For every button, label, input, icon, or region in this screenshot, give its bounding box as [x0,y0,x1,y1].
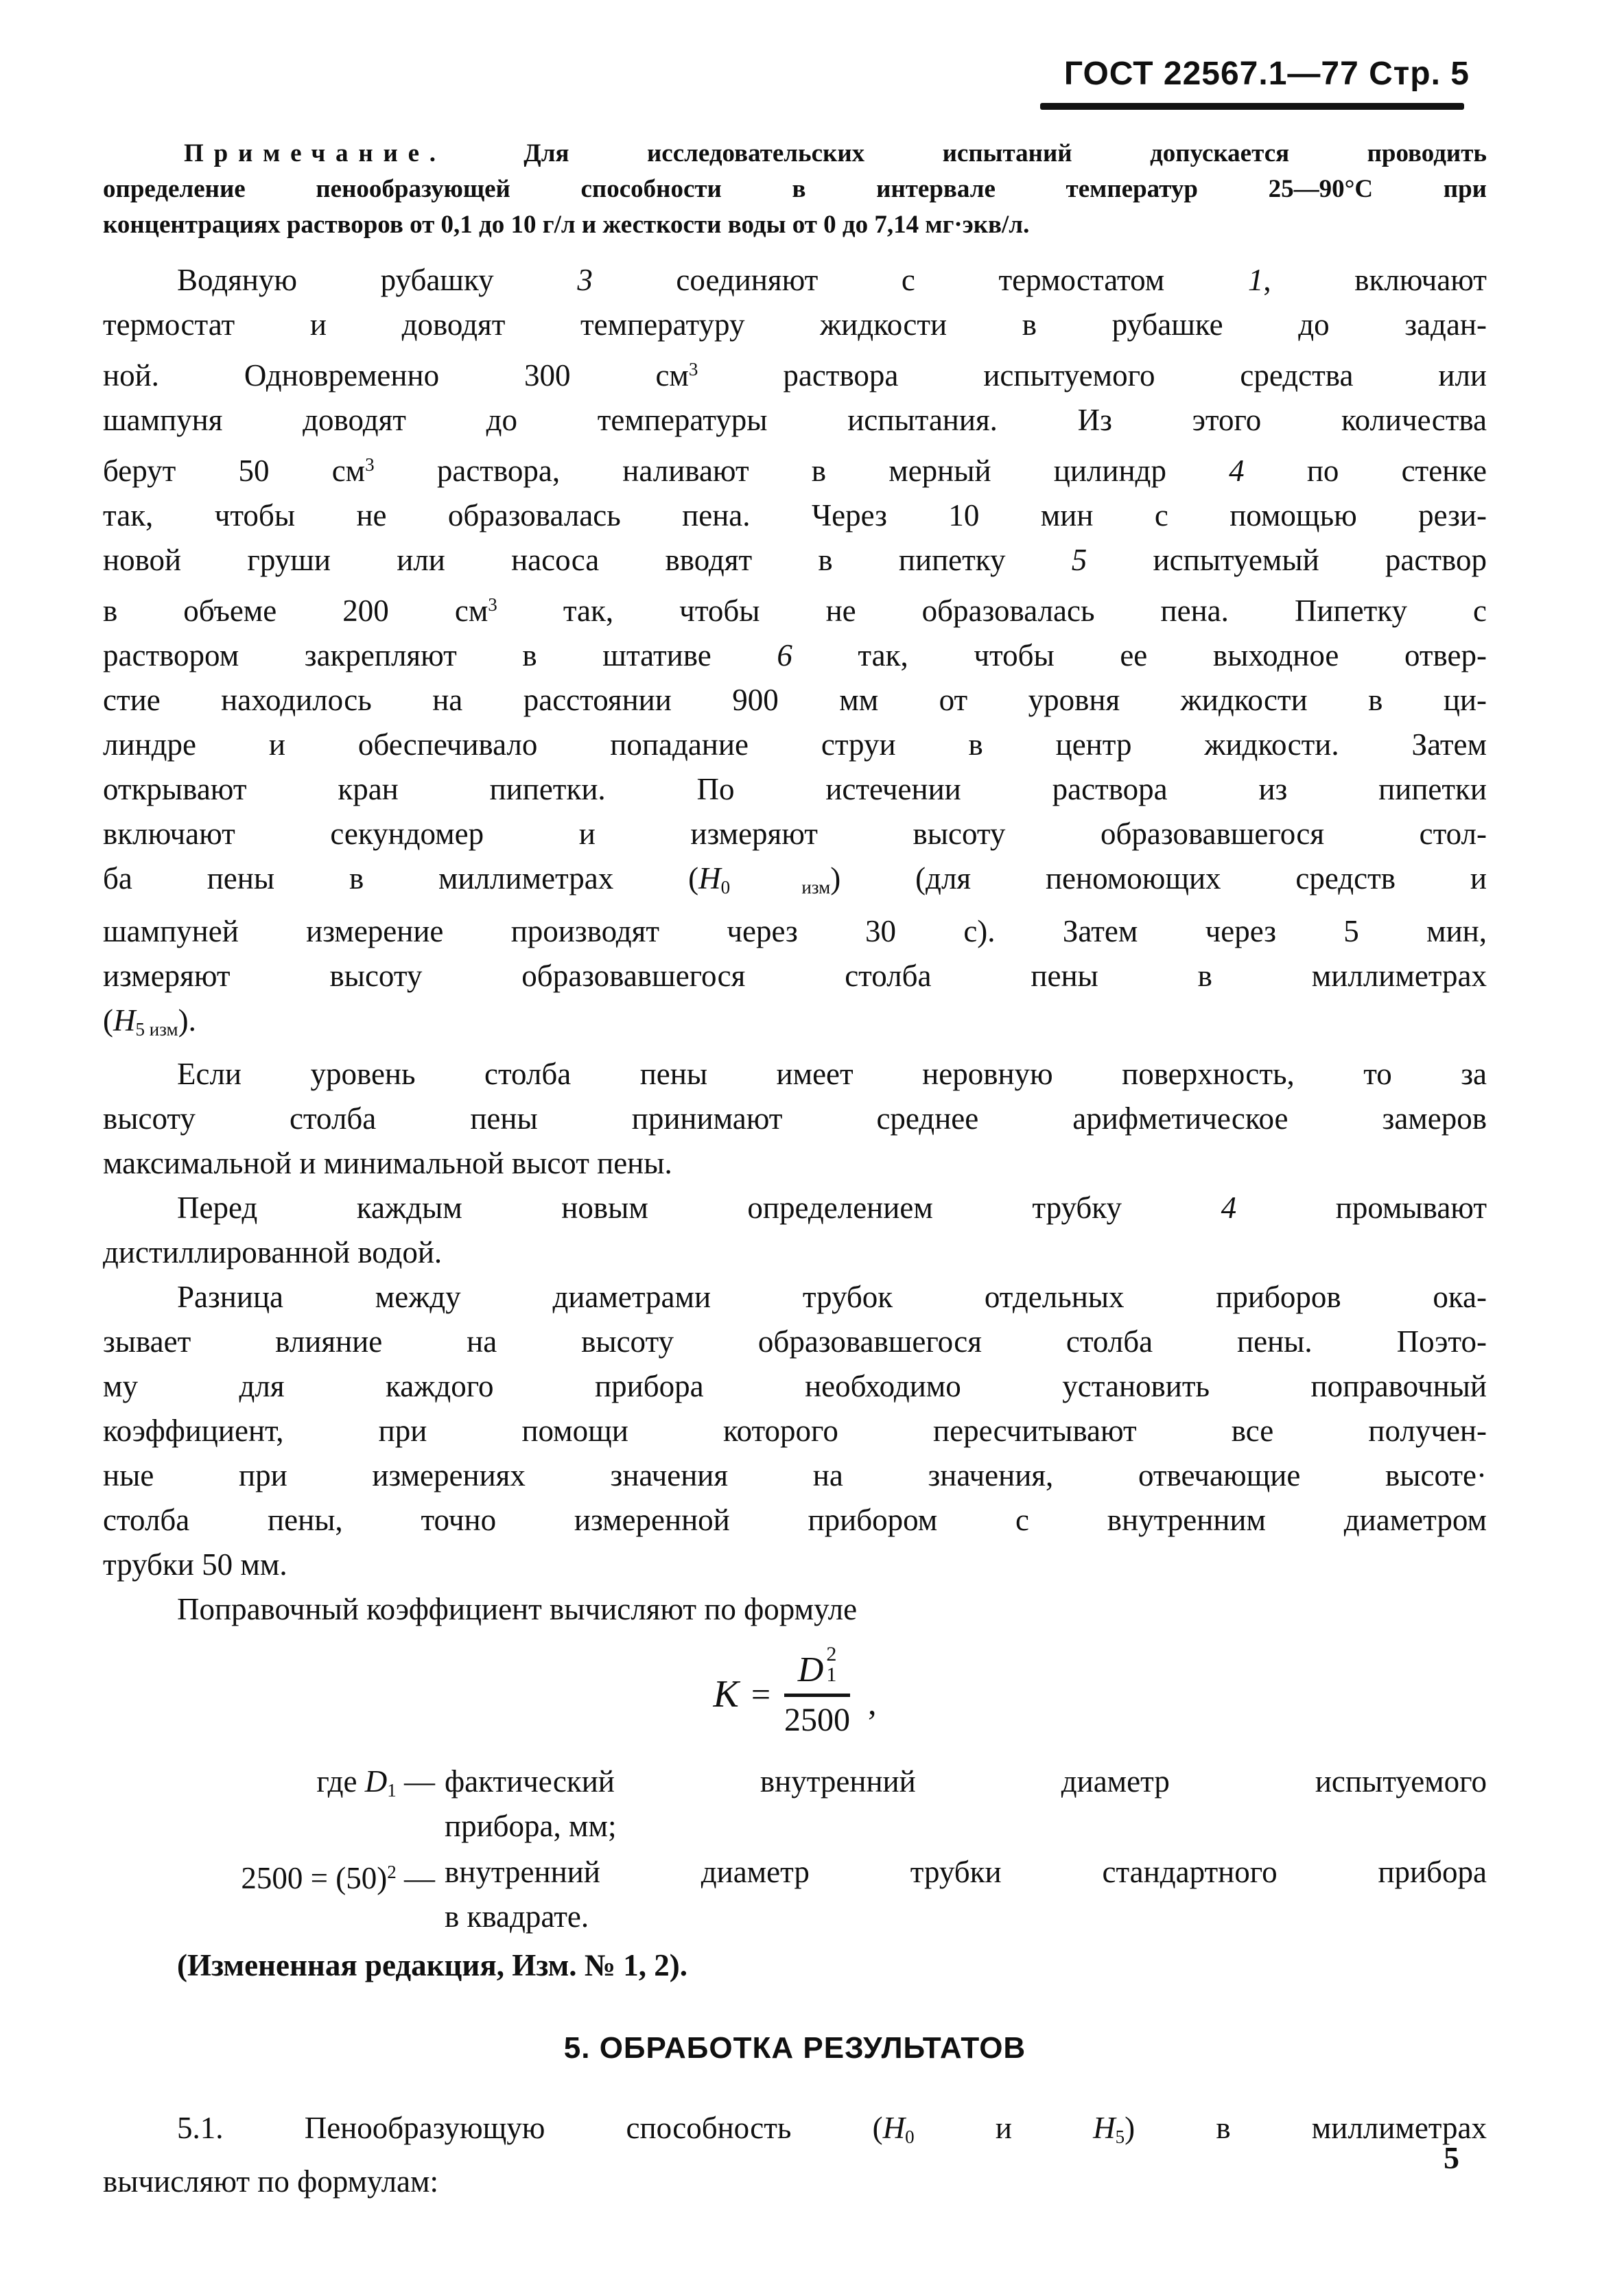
text-segment: зывает влияние на высоту образовавшегося столба пены. Поэто- [103,1324,1487,1359]
text-line [445,1804,1487,1849]
text-segment: соединяют с термостатом [592,263,1248,297]
text-line [103,2106,1487,2159]
text-segment: 0 [905,2126,915,2147]
formula-fraction [784,1643,851,1739]
formula-legend [103,1759,1487,1939]
text-segment: 3 [688,359,698,379]
text-segment: 3 [365,454,375,475]
text-line [445,1759,1487,1804]
text-segment: 2 [387,1862,397,1883]
text-segment: столба пены, точно измеренной прибором с внутренним диаметром [103,1503,1487,1538]
text-segment: 1 [387,1779,397,1801]
text-line [103,207,1487,243]
text-line [103,678,1487,723]
text-segment: 3 [488,594,497,615]
formula-exponent: 2 [826,1643,837,1666]
text-segment: испытуемый раствор [1087,542,1487,577]
text-segment: H [1093,2111,1116,2146]
text-line [103,1498,1487,1543]
text-segment: раствора испытуемого средства или [698,358,1487,393]
text-line [103,172,1487,207]
text-segment: H [882,2111,906,2146]
text-segment: так, чтобы ее выходное отвер- [792,637,1487,672]
text-segment: в квадрате. [445,1899,589,1934]
page-header-title: ГОСТ 22567.1—77 Стр. 5 [1063,56,1470,92]
page-number: 5 [1444,2140,1459,2175]
paragraph-rinse-tube [103,1186,1487,1275]
text-segment: 2500 = (50) [241,1860,388,1895]
legend-definition-2500 [445,1850,1487,1939]
text-line [103,1543,1487,1587]
text-segment: стие находилось на расстоянии 900 мм от уровня жидкости в ци- [103,682,1487,717]
text-segment: — [396,1764,435,1799]
text-line [103,998,1487,1052]
text-line [103,1409,1487,1453]
text-segment: 5.1. Пенообразующую способность ( [177,2111,883,2146]
header-rule [1040,103,1464,110]
text-segment: — [396,1860,435,1895]
text-line [103,1230,1487,1275]
text-segment: определение пенообразующей способности в интервале температур 25—90°С при [103,175,1487,203]
text-segment: раствора, наливают в мерный цилиндр [374,453,1229,488]
text-segment: и [914,2111,1094,2146]
text-line [103,583,1487,633]
equals-sign: = [751,1675,771,1714]
formula-denominator: 2500 [784,1702,851,1739]
text-line [103,1320,1487,1364]
note-paragraph [103,136,1487,243]
text-line [103,493,1487,538]
text-line [103,1943,1487,1988]
legend-term-d1 [103,1759,445,1849]
text-segment: новой груши или насоса вводят в пипетку [103,542,1072,577]
text-segment: Если уровень столба пены имеет неровную поверхность, то за [177,1057,1487,1092]
text-line [103,633,1487,678]
text-segment: 0 изм [720,876,831,898]
text-line [103,856,1487,910]
text-segment: промывают [1236,1191,1487,1226]
paragraph-coefficient-intro [103,1587,1487,1632]
text-segment: раствором закрепляют в штативе [103,637,777,672]
paragraph-procedure [103,258,1487,1052]
text-line [103,303,1487,347]
text-segment: включают секундомер и измеряют высоту образовавшегося стол- [103,816,1487,851]
text-segment: Для исследовательских испытаний допускается проводить [445,139,1487,167]
text-segment: термостат и доводят температуру жидкости в рубашке до задан- [103,307,1487,342]
text-line [445,1895,1487,1939]
text-segment: трубки 50 мм. [103,1547,287,1582]
text-segment: максимальной и минимальной высот пены. [103,1146,672,1181]
text-line [103,954,1487,998]
text-segment: измеряют высоту образовавшегося столба пены в миллиметрах [103,959,1487,994]
text-segment: H [698,860,721,895]
text-segment: шампуней измерение производят через 30 с). Затем через 5 мин, [103,914,1487,949]
text-segment: D [364,1764,388,1799]
formula-index: 1 [826,1663,837,1687]
text-segment: , включают [1263,263,1487,297]
text-segment: ) в миллиметрах [1125,2111,1487,2146]
text-line [103,1097,1487,1141]
amendment-note [103,1943,1487,1988]
text-line [103,767,1487,812]
text-segment: 5 изм [135,1019,178,1040]
text-line [103,1141,1487,1186]
text-segment: Поправочный коэффициент вычисляют по формуле [177,1592,858,1627]
text-line [103,443,1487,493]
text-segment: концентрациях растворов от 0,1 до 10 г/л и жесткости воды от 0 до 7,14 мг·экв/л. [103,211,1030,239]
text-segment: высоту столба пены принимают среднее арифметическое замеров [103,1101,1487,1136]
formula-variable-k: K [713,1673,739,1716]
text-segment: Перед каждым новым определением трубку [177,1191,1221,1226]
text-segment: ) (для пеномоющих средств и [830,860,1487,895]
text-segment: 3 [577,263,593,297]
text-line [103,258,1487,303]
text-segment: H [113,1003,136,1038]
legend-term-2500 [103,1850,445,1939]
paragraph-5-1 [103,2106,1487,2204]
text-segment: 5 [1071,542,1087,577]
text-segment: дистиллированной водой. [103,1235,443,1270]
text-segment: так, чтобы не образовалась пена. Пипетку с [497,593,1487,628]
formula-numerator-base: D [797,1650,824,1690]
text-segment: 5 [1115,2126,1125,2147]
text-segment: му для каждого прибора необходимо установить поправочный [103,1369,1487,1404]
text-segment: внутренний диаметр трубки стандартного прибора [445,1855,1487,1890]
text-segment: (Измененная редакция, Изм. № 1, 2). [177,1948,688,1983]
text-line [445,1850,1487,1895]
text-line [103,538,1487,583]
text-segment: так, чтобы не образовалась пена. Через 10 мин с помощью рези- [103,497,1487,532]
text-line [103,136,1487,172]
text-segment: фактический внутренний диаметр испытуемого [445,1764,1487,1799]
text-segment: линдре и обеспечивало попадание струи в центр жидкости. Затем [103,727,1487,762]
text-line [103,1052,1487,1097]
section-heading-results: 5. ОБРАБОТКА РЕЗУЛЬТАТОВ [563,2031,1026,2065]
text-line [103,1587,1487,1632]
text-line [103,1186,1487,1230]
text-segment: берут 50 см [103,453,366,488]
correction-coefficient-formula [103,1643,1487,1739]
formula-numerator [791,1643,844,1694]
text-line [103,723,1487,767]
text-line [103,347,1487,398]
text-segment: в объеме 200 см [103,593,489,628]
text-segment: 4 [1229,453,1245,488]
text-segment: по стенке [1244,453,1487,488]
formula-trailing-comma: , [868,1683,877,1722]
text-segment: открывают кран пипетки. По истечении раствора из пипетки [103,771,1487,806]
text-segment: ). [178,1003,196,1038]
text-line [103,1453,1487,1498]
text-segment: прибора, мм; [445,1809,617,1844]
formula-numerator-scripts [826,1644,836,1685]
text-segment: Водяную рубашку [177,263,578,297]
text-segment: вычисляют по формулам: [103,2164,438,2199]
paragraph-tube-diameters [103,1275,1487,1587]
text-line [103,909,1487,954]
text-segment: 1 [1247,263,1264,297]
text-segment: где [316,1764,365,1799]
paragraph-uneven-surface [103,1052,1487,1186]
text-segment: ной. Одновременно 300 см [103,358,689,393]
text-line [103,2159,1487,2204]
text-segment: 6 [777,637,792,672]
text-segment: шампуня доводят до температуры испытания. Из этого количества [103,402,1487,437]
text-segment: 4 [1221,1191,1237,1226]
text-segment: коэффициент, при помощи которого пересчитывают все получен- [103,1414,1487,1449]
legend-definition-d1 [445,1759,1487,1849]
text-segment: ба пены в миллиметрах ( [103,860,699,895]
text-line [103,1275,1487,1320]
text-segment: ( [103,1003,113,1038]
text-line [103,1364,1487,1409]
text-segment: Примечание. [184,139,446,167]
text-line [103,398,1487,443]
text-line [103,812,1487,856]
text-segment: ные при измерениях значения на значения, отвечающие высоте· [103,1458,1487,1493]
text-segment: Разница между диаметрами трубок отдельных приборов ока- [177,1280,1487,1315]
